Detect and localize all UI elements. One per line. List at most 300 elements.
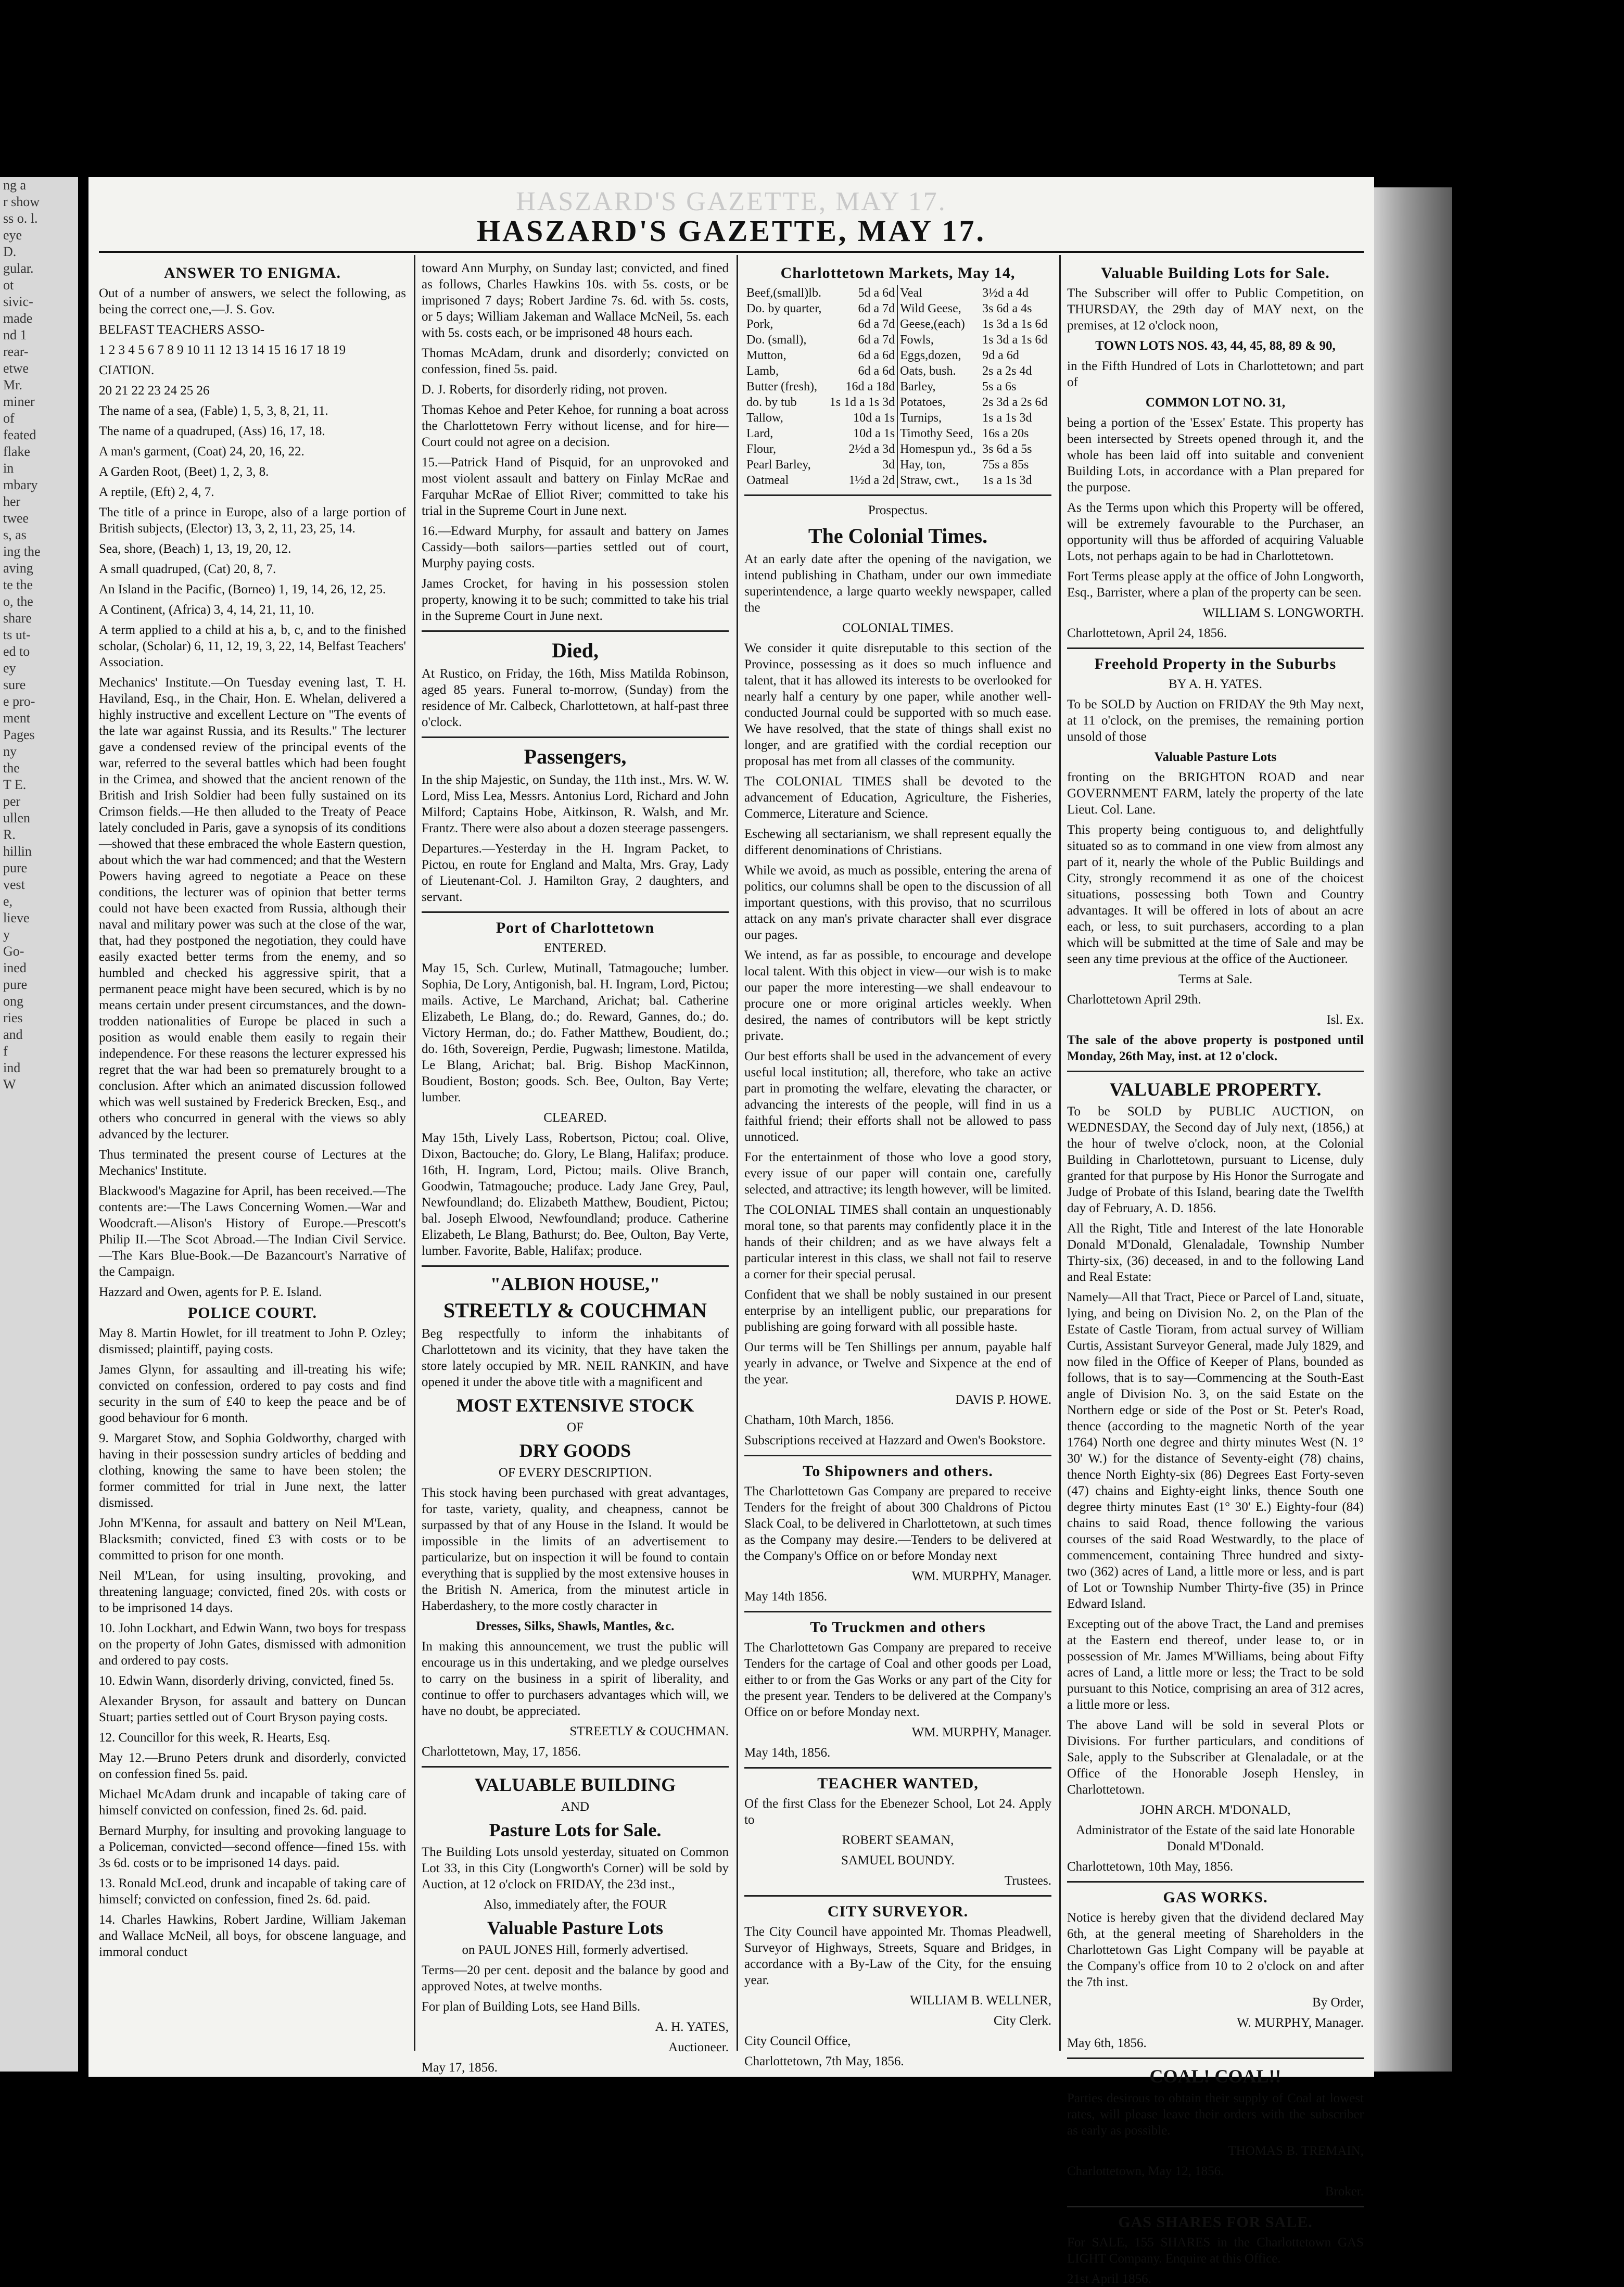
of-label: OF <box>567 1420 583 1434</box>
paragraph: 13. Ronald McLeod, drunk and incapable of taking care of himself; convicted on confession, fined 2s. 6d. paid. <box>99 1876 406 1907</box>
market-price: 6d a 7d <box>826 332 897 348</box>
valuable-property-title: VALUABLE PROPERTY. <box>1109 1079 1322 1100</box>
paragraph: May 12.—Bruno Peters drunk and disorderly, convicted on confession fined 5s. paid. <box>99 1751 406 1781</box>
divider <box>744 1611 1051 1612</box>
fragment-line: ey <box>3 660 16 676</box>
fragment-line: R. <box>3 827 16 842</box>
cleared-label: CLEARED. <box>543 1111 607 1125</box>
surveyor-heading: CITY SURVEYOR. <box>827 1903 969 1920</box>
market-item: Flour, <box>746 442 777 456</box>
fragment-line: f <box>3 1044 8 1059</box>
administrator: Administrator of the Estate of the said late Honorable Donald M'Donald. <box>1076 1823 1355 1853</box>
died-notice: At Rustico, on Friday, the 16th, Miss Matilda Robinson, aged 85 years. Funeral to-morrow, (Sunday) from the residence of Mr. Calbeck, Charlottetown, at half-past three o'clock. <box>422 667 729 729</box>
markets-table <box>744 285 1051 488</box>
fragment-line: ries <box>3 1010 23 1025</box>
market-item: Fowls, <box>900 333 934 347</box>
colonial-p3: The COLONIAL TIMES shall be devoted to the advancement of Education, Agriculture, the Fisheries, Commerce, Literature and Science. <box>744 774 1051 821</box>
valuable-terms: Terms—20 per cent. deposit and the balance by good and approved Notes, at twelve months. <box>422 1963 729 1993</box>
market-item: Do. (small), <box>746 333 807 347</box>
blackwood-agents: Hazzard and Owen, agents for P. E. Island. <box>99 1285 322 1299</box>
paragraph: 15.—Patrick Hand of Pisquid, for an unprovoked and most violent assault and battery on Finlay McRae and Farquhar McRae of Elliot River; committed to take his trial in the Supreme Court in June next. <box>422 455 729 518</box>
property-body2: All the Right, Title and Interest of the late Honorable Donald M'Donald, Glenaladale, Township Number Thirty-six, (36) deceased, in and to the following Land and Real Estate: <box>1067 1222 1364 1284</box>
market-price: 2s a 2s 4d <box>982 364 1032 378</box>
terms-sale: Terms at Sale. <box>1178 972 1252 986</box>
paragraph: A Garden Root, (Beet) 1, 2, 3, 8. <box>99 465 269 479</box>
page-edge <box>1374 187 1452 2072</box>
market-item: Eggs,dozen, <box>900 349 961 362</box>
masthead-rule <box>99 251 1364 253</box>
paragraph: CIATION. <box>99 363 155 377</box>
and-label: AND <box>561 1800 590 1814</box>
common-lot: COMMON LOT NO. 31, <box>1145 396 1286 410</box>
fragment-line: miner <box>3 394 35 409</box>
colonial-p6: We intend, as far as possible, to encourage and develope local talent. With this object in view—our wish is to make our paper the more interesting—we shall endeavour to procure one or more original articles weekly. When desired, the names of contributors will be kept strictly private. <box>744 948 1051 1043</box>
market-row <box>744 379 1051 395</box>
albion-date: Charlottetown, May, 17, 1856. <box>422 1745 581 1759</box>
adjacent-page-fragment <box>0 177 78 2072</box>
dry-goods: DRY GOODS <box>519 1440 631 1461</box>
paragraph: BELFAST TEACHERS ASSO- <box>99 323 265 337</box>
albion-signature: STREETLY & COUCHMAN. <box>569 1724 729 1738</box>
fragment-line: vest <box>3 877 25 892</box>
paragraph: 10. John Lockhart, and Edwin Wann, two boys for trespass on the property of John Gates, dismissed with admonition and ordered to pay costs. <box>99 1621 406 1668</box>
market-item: Hay, ton, <box>900 458 946 472</box>
blackwood-notice: Blackwood's Magazine for April, has been received.—The contents are:—The Laws Concerning Women.—War and Woodcraft.—Alison's History of Europe.—Prescott's Philip II.—The Scot Abroad.—The Indian Civil Service.—The Kars Blue-Book.—De Bazancourt's Narrative of the Campaign. <box>99 1184 406 1279</box>
fragment-line: of <box>3 411 15 426</box>
paragraph: The name of a sea, (Fable) 1, 5, 3, 8, 21, 11. <box>99 404 328 418</box>
market-row <box>744 348 1051 363</box>
prospectus-label: Prospectus. <box>868 503 928 517</box>
divider <box>744 1895 1051 1897</box>
lots-body: The Subscriber will offer to Public Competition, on THURSDAY, the 29th day of MAY next, on the premises, at 12 o'clock noon, <box>1067 286 1364 333</box>
market-item: Pearl Barley, <box>746 458 811 472</box>
market-row <box>744 301 1051 316</box>
market-item: Turnips, <box>900 411 942 425</box>
shares-body: For SALE, 155 SHARES in the Charlottetown GAS LIGHT Company. Enquire at this Office. <box>1067 2235 1364 2266</box>
market-price: 5d a 6d <box>826 285 897 301</box>
passengers-heading: Passengers, <box>524 745 627 768</box>
fragment-line: ny <box>3 744 17 759</box>
truckmen-date: May 14th, 1856. <box>744 1746 831 1760</box>
broker: Broker. <box>1325 2184 1364 2199</box>
divider <box>744 1455 1051 1456</box>
shares-date: 21st April 1856. <box>1067 2272 1151 2286</box>
market-item: Potatoes, <box>900 396 946 409</box>
paragraph: Thomas Kehoe and Peter Kehoe, for running a boat across the Charlottetown Ferry without license, and for hire—Court could not agree on a decision. <box>422 403 729 449</box>
colonial-p5: While we avoid, as much as possible, entering the arena of politics, our columns shall be open to the discussion of all important questions, with this proviso, that no scurrilous attack on any man's private character shall ever disgrace our pages. <box>744 863 1051 942</box>
institute-article: Mechanics' Institute.—On Tuesday evening last, T. H. Haviland, Esq., in the Chair, Hon. E. Whelan, delivered a highly instructive and excellent Lecture on "The events of the late war against Russia, and its Results." The lecturer gave a condensed review of the principal events of the war, referred to the several battles which had been fought in the Crimea, and showed that the ancient renown of the British and Irish Soldier had been fully sustained on its Crimson fields.—He then alluded to the Treaty of Peace lately concluded in Paris, gave a synopsis of its conditions—showed that these embraced the whole Eastern question, about which the war had commenced; and that the Western Powers having agreed to negotiate a Peace on these conditions, the lecturer was of opinion that better terms could not have been exacted from Russia, although their naval and military power was such at the close of the war, that, had they postponed the negotiation, they could have easily exacted better terms from the enemy, and so humbled and checked his aggressive spirit, that a permanent peace might have been secured, which is by no means certain under present circumstances, and the down-trodden nationalities of Europe be placed in such a position as would enable them easily to regain their independence. For these reasons the lecturer expressed his regret that the war had been so prematurely brought to a conclusion. After which an animated discussion followed which was well sustained by Frederick Brecken, Esq., and others who concurred in general with the views so ably advanced by the lecturer. <box>99 676 406 1141</box>
valuable-date: May 17, 1856. <box>422 2061 498 2075</box>
colonial-p11: Our terms will be Ten Shillings per annum, payable half yearly in advance, or Twelve and Sixpence at the end of the year. <box>744 1340 1051 1387</box>
lots-body3: As the Terms upon which this Property will be offered, will be extremely favourable to the Purchaser, an opportunity will thus be afforded of acquiring Valuable Lots, not perhaps again to be had in Charlottetown. <box>1067 501 1364 563</box>
page-masthead: HASZARD'S GAZETTE, MAY 17. <box>477 214 986 248</box>
property-body4: Excepting out of the above Tract, the Land and premises at the Eastern end thereof, under lease to, or in possession of Mr. James M'Williams, being about Fifty acres of Land, a little more or less; the Tract to be sold pursuant to this Notice, comprising an area of 312 acres, a little more or less. <box>1067 1617 1364 1712</box>
fragment-line: rear- <box>3 344 29 359</box>
paragraph: A man's garment, (Coat) 24, 20, 16, 22. <box>99 444 304 459</box>
teacher-heading: TEACHER WANTED, <box>817 1775 979 1792</box>
paragraph: 16.—Edward Murphy, for assault and battery on James Cassidy—both sailors—parties settled out of court, Murphy paying costs. <box>422 524 729 570</box>
paragraph: May 8. Martin Howlet, for ill treatment to John P. Ozley; dismissed; plaintiff, paying costs. <box>99 1326 406 1356</box>
divider <box>422 630 729 632</box>
market-price: 2s 3d a 2s 6d <box>982 396 1048 409</box>
truckmen-heading: To Truckmen and others <box>810 1619 986 1636</box>
market-item: Timothy Seed, <box>900 427 973 440</box>
market-item: Geese,(each) <box>900 317 965 331</box>
column-2 <box>422 260 729 2075</box>
market-price: 5s a 6s <box>982 380 1017 393</box>
paragraph: Sea, shore, (Beach) 1, 13, 19, 20, 12. <box>99 542 291 556</box>
fragment-line: ind <box>3 1060 21 1075</box>
city-clerk: City Clerk. <box>993 2014 1051 2028</box>
market-price: 75s a 85s <box>982 458 1029 472</box>
coal-title: COAL! COAL!! <box>1149 2066 1282 2087</box>
albion-stock: This stock having been purchased with great advantages, for taste, variety, quality, and cheapness, cannot be surpassed by that of any House in the Island. It would be impossible in the limits of an advertisement to particularize, but on inspection it will be found to contain everything that is supplied by the most extensive houses in the British N. America, from the minutest article in Haberdashery, to the more costly character in <box>422 1486 729 1613</box>
newspaper-page <box>88 177 1374 2286</box>
divider <box>1067 647 1364 649</box>
fragment-line: and <box>3 1027 23 1042</box>
market-row <box>744 285 1051 301</box>
paragraph: Michael McAdam drunk and incapable of taking care of himself convicted on confession, fined 2s. 6d. paid. <box>99 1787 406 1818</box>
column-rule <box>737 255 738 2051</box>
howe-signature: DAVIS P. HOWE. <box>955 1393 1051 1407</box>
fragment-line: gular. <box>3 261 34 276</box>
market-price: 1s a 1s 3d <box>982 411 1032 425</box>
fragment-line: pure <box>3 977 28 992</box>
port-heading: Port of Charlottetown <box>496 919 655 936</box>
paragraph: 10. Edwin Wann, disorderly driving, convicted, fined 5s. <box>99 1674 394 1688</box>
albion-house-title: "ALBION HOUSE," <box>490 1274 661 1294</box>
hundred: in the Fifth Hundred of Lots in Charlottetown; and part of <box>1067 359 1364 389</box>
fragment-line: in <box>3 461 14 476</box>
fragment-line: ong <box>3 994 23 1009</box>
market-price: 2½d a 3d <box>826 441 897 457</box>
most-extensive-stock: MOST EXTENSIVE STOCK <box>456 1395 694 1416</box>
longworth-signature: WILLIAM S. LONGWORTH. <box>1202 606 1364 620</box>
fragment-line: ss o. l. <box>3 211 38 226</box>
by-yates: BY A. H. YATES. <box>1168 677 1263 691</box>
murphy-signature: W. MURPHY, Manager. <box>1237 2016 1364 2030</box>
auctioneer: Auctioneer. <box>668 2040 729 2054</box>
police-court-heading: POLICE COURT. <box>187 1304 318 1322</box>
colonial-p4: Eschewing all sectarianism, we shall represent equally the different denominations of Christians. <box>744 827 1051 857</box>
market-row <box>744 363 1051 379</box>
enigma-intro: Out of a number of answers, we select the following, as being the correct one,—J. S. Gov. <box>99 286 406 316</box>
column-3 <box>744 260 1051 2068</box>
market-item: Oats, bush. <box>900 364 956 378</box>
paragraph: Neil M'Lean, for using insulting, provoking, and threatening language; convicted, fined 20s. with costs or to be imprisoned 14 days. <box>99 1569 406 1615</box>
market-row <box>744 395 1051 410</box>
divider <box>1067 2057 1364 2059</box>
departures: Departures.—Yesterday in the H. Ingram Packet, to Pictou, en route for England and Malta, Mrs. Gray, Lady of Lieutenant-Col. J. Hamilton Gray, 2 daughters, and servant. <box>422 842 729 904</box>
market-item: Lamb, <box>746 364 779 378</box>
fragment-line: e pro- <box>3 694 35 709</box>
market-price: 1s 3d a 1s 6d <box>982 317 1048 331</box>
market-price: 16d a 18d <box>826 379 897 395</box>
fronting: fronting on the BRIGHTON ROAD and near GOVERNMENT FARM, lately the property of the late Lieut. Col. Lane. <box>1067 770 1364 817</box>
by-order: By Order, <box>1312 1996 1364 2010</box>
fragment-line: s, as <box>3 527 27 542</box>
valuable-building-title: VALUABLE BUILDING <box>474 1774 676 1795</box>
passengers-list: In the ship Majestic, on Sunday, the 11th inst., Mrs. W. W. Lord, Miss Lea, Messrs. Antonius Lord, Richard and John Milford; Captains Hobe, Aitkinson, R. Walsh, and Mr. Frantz. There were also about a dozen steerage passengers. <box>422 773 729 835</box>
freehold-body: To be SOLD by Auction on FRIDAY the 9th May next, at 11 o'clock, on the premises, the remaining portion unsold of those <box>1067 697 1364 744</box>
market-item: Wild Geese, <box>900 302 961 315</box>
fragment-line: te the <box>3 577 33 592</box>
market-row <box>744 457 1051 473</box>
fragment-line: mbary <box>3 477 38 492</box>
paragraph: An Island in the Pacific, (Borneo) 1, 19, 14, 26, 12, 25. <box>99 582 386 596</box>
tremain-signature: THOMAS B. TREMAIN, <box>1228 2144 1364 2158</box>
also-line: Also, immediately after, the FOUR <box>484 1898 667 1912</box>
paragraph: A small quadruped, (Cat) 20, 8, 7. <box>99 562 276 576</box>
colonial-p9: The COLONIAL TIMES shall contain an unquestionably moral tone, so that parents may confidently place it in the hands of their children; and as we have always felt a particular interest in this class, we shall not fail to reserve a corner for their special perusal. <box>744 1203 1051 1281</box>
market-price: 10d a 1s <box>826 426 897 441</box>
town-lots: TOWN LOTS NOS. 43, 44, 45, 88, 89 & 90, <box>1095 339 1336 353</box>
postponed-notice: The sale of the above property is postponed until Monday, 26th May, inst. at 12 o'clock. <box>1067 1033 1364 1063</box>
market-item: Straw, cwt., <box>900 474 959 487</box>
council-office: City Council Office, <box>744 2034 851 2048</box>
fragment-line: sivic- <box>3 294 33 309</box>
albion-close: In making this announcement, we trust the public will encourage us in this undertaking, and we pledge ourselves to carry on the business in a spirit of liberality, and continue to offer to purchasers advantages which will, we have no doubt, be appreciated. <box>422 1640 729 1718</box>
enigma-lines <box>99 322 406 670</box>
fragment-line: ng a <box>3 177 27 193</box>
fragment-line: W <box>3 1077 16 1092</box>
market-price: 9d a 6d <box>982 349 1019 362</box>
yates-signature: A. H. YATES, <box>655 2020 729 2034</box>
mcdonald-signature: JOHN ARCH. M'DONALD, <box>1140 1803 1291 1817</box>
market-item: Barley, <box>900 380 936 393</box>
column-rule <box>414 255 415 2051</box>
boundy: SAMUEL BOUNDY. <box>841 1853 955 1867</box>
murphy-signature: WM. MURPHY, Manager. <box>911 1569 1051 1583</box>
fragment-line: y <box>3 927 10 942</box>
isl-ex: Isl. Ex. <box>1326 1013 1364 1027</box>
colonial-p7: Our best efforts shall be used in the advancement of every useful local institution; all, therefore, who take an active part in promoting the welfare, elevating the character, or advancing the interests of the people, will find in us a faithful friend; their efforts shall not be allowed to pass unnoticed. <box>744 1049 1051 1144</box>
colonial-p2: We consider it quite disreputable to this section of the Province, possessing as it does so much influence and talent, that it has allowed its interests to be overlooked for nearly half a century by one paper, while another well-conducted Journal could be supported with so much ease. We have resolved, that the state of things shall exist no longer, and are gratified with the cordial reception our proposal has met from all classes of the community. <box>744 641 1051 768</box>
fragment-line: e, <box>3 894 13 909</box>
pasture-lots: Valuable Pasture Lots <box>1154 750 1277 764</box>
paragraph: The title of a prince in Europe, also of a large portion of British subjects, (Elector) 13, 3, 2, 11, 23, 25, 14. <box>99 505 406 536</box>
colonial-p10: Confident that we shall be nobly sustained in our present enterprise by an intelligent public, our preparations for publishing are going forward with all possible haste. <box>744 1288 1051 1334</box>
market-row <box>744 316 1051 332</box>
market-price: 10d a 1s <box>826 410 897 426</box>
market-row <box>744 473 1051 488</box>
fragment-line: lieve <box>3 910 30 925</box>
fragment-line: Go- <box>3 944 24 959</box>
freehold-date: Charlottetown April 29th. <box>1067 993 1201 1007</box>
fragment-line: ined <box>3 960 27 975</box>
fragment-line: twee <box>3 511 29 526</box>
market-price: 1s 3d a 1s 6d <box>982 333 1048 347</box>
market-item: Pork, <box>746 317 773 331</box>
fragment-line: aving <box>3 561 33 576</box>
cleared-list: May 15th, Lively Lass, Robertson, Pictou; coal. Olive, Dixon, Bactouche; do. Glory, Le Blang, Halifax; produce. 16th, H. Ingram, Lord, Pictou; mails. Olive Branch, Goodwin, Tatmagouche; produce. Lady Jane Grey, Paul, Newfoundland; do. Elizabeth Matthew, Boudient, Pictou; bal. Joseph Elwood, Newfoundland; produce. Catherine Elizabeth, Le Blang, Bathurst; do. Bee, Oulton, Bay Verte, lumber. Favorite, Bable, Halifax; produce. <box>422 1131 729 1258</box>
market-item: Homespun yd., <box>900 442 976 456</box>
divider <box>1067 2206 1364 2207</box>
market-row <box>744 332 1051 348</box>
paragraph: A Continent, (Africa) 3, 4, 14, 21, 11, 10. <box>99 603 314 617</box>
fragment-line: r show <box>3 194 40 209</box>
paragraph: 12. Councillor for this week, R. Hearts, Esq. <box>99 1731 331 1745</box>
valuable-body: The Building Lots unsold yesterday, situated on Common Lot 33, in this City (Longworth's Corner) will be sold by Auction, at 12 o'clock on FRIDAY, the 23d inst., <box>422 1845 729 1891</box>
paragraph: James Glynn, for assaulting and ill-treating his wife; convicted on confession, ordered to pay costs and find security in the sum of £40 to keep the peace and be of good behaviour for 6 month. <box>99 1363 406 1425</box>
shipowners-body: The Charlottetown Gas Company are prepared to receive Tenders for the freight of about 300 Chaldrons of Pictou Slack Coal, to be delivered in Charlottetown, at such times as the Company may desire.—Tenders to be delivered at the Company's Office on or before Monday next <box>744 1484 1051 1563</box>
market-price: 1½d a 2d <box>826 473 897 488</box>
market-item: Veal <box>900 286 922 300</box>
gas-works-heading: GAS WORKS. <box>1163 1889 1268 1906</box>
pasture-lots-subtitle: Valuable Pasture Lots <box>487 1917 664 1938</box>
market-item: Tallow, <box>746 411 783 425</box>
divider <box>422 1766 729 1768</box>
murphy-signature: WM. MURPHY, Manager. <box>911 1725 1051 1739</box>
fragment-line: nd 1 <box>3 327 27 342</box>
paul-jones: on PAUL JONES Hill, formerly advertised. <box>462 1943 689 1957</box>
paragraph: 20 21 22 23 24 25 26 <box>99 384 210 398</box>
teacher-body: Of the first Class for the Ebenezer School, Lot 24. Apply to <box>744 1797 1051 1827</box>
market-price: 6d a 6d <box>826 348 897 363</box>
fragment-line: feated <box>3 427 36 442</box>
market-price: 3s 6d a 5s <box>982 442 1032 456</box>
divider <box>744 1767 1051 1769</box>
colonial-p8: For the entertainment of those who love a good story, every issue of our paper will contain one, carefully selected, and attractive; its length however, will be limited. <box>744 1150 1051 1197</box>
freehold-body2: This property being contiguous to, and delightfully situated so as to command in one view from almost any part of it, nearly the whole of the Public Buildings and City, strongly recommend it as one of the choicest situations, possessing both Town and Country advantages. It will be offered in lots of about an acre each, or less, to suit purchasers, according to a plan which will be submitted at the time of Sale and may be seen any time previous at the office of the Auctioneer. <box>1067 823 1364 966</box>
dresses-line: Dresses, Silks, Shawls, Mantles, &c. <box>476 1619 675 1633</box>
fragment-line: made <box>3 311 33 326</box>
fragment-line: Pages <box>3 727 35 742</box>
market-price: 16s a 20s <box>982 427 1029 440</box>
property-body3: Namely—All that Tract, Piece or Parcel of Land, situate, lying, and being on Division No. 2, on the Plan of the Estate of Castle Tioram, from actual survey of William Curtis, Assistant Surveyor General, made July 1829, and now filed in the Office of Keeper of Plans, bounded as follows, that is to say—Commencing at the South-East angle of Division No. 3, on the said Estate on the Northern edge or side of the Post or St. Peter's Road, thence (according to the magnetic North of the year 1764) North one degree and thirty minutes West (N. 1° 30' W.) for the distance of Seventy-eight (78) chains, thence North Eighty-six (86) Degrees East Forty-seven (47) chains and Eighty-eight links, thence South one degree thirty minutes East (1° 30' E.) Eighty-four (84) chains to said Road, thence following the various courses of the said Road Westwardly, to the place of commencement, containing Three hundred and sixty-two (362) acres of Land, a little more or less, and is part of Lot or Township Number Thirty-five (35) in Prince Edward Island. <box>1067 1290 1364 1611</box>
paragraph: D. J. Roberts, for disorderly riding, not proven. <box>422 383 668 397</box>
market-row <box>744 441 1051 457</box>
market-price: 1s 1d a 1s 3d <box>826 395 897 410</box>
chatham-date: Chatham, 10th March, 1856. <box>744 1413 894 1427</box>
column-4 <box>1067 260 1364 2286</box>
fragment-line: ot <box>3 277 14 293</box>
fragment-line: per <box>3 794 21 809</box>
enigma-heading: ANSWER TO ENIGMA. <box>163 264 341 282</box>
market-item: Beef,(small)lb. <box>746 286 821 300</box>
paragraph: Alexander Bryson, for assault and battery on Duncan Stuart; parties settled out of Court Bryson paying costs. <box>99 1694 406 1724</box>
bleed-through-header: HASZARD'S GAZETTE, MAY 17. <box>516 187 947 217</box>
fragment-line: her <box>3 494 21 509</box>
truckmen-body: The Charlottetown Gas Company are prepared to receive Tenders for the cartage of Coal and other goods per Load, either to or from the Gas Works or any part of the City for the present year. Tenders to be delivered at the Company's Office on or before Monday next. <box>744 1641 1051 1719</box>
market-price: 6d a 7d <box>826 301 897 316</box>
every-description: OF EVERY DESCRIPTION. <box>498 1466 652 1480</box>
paragraph: Bernard Murphy, for insulting and provoking language to a Policeman, convicted—second offence—fined 15s. with 3s 6d. costs or to be imprisoned 14 days. paid. <box>99 1824 406 1870</box>
shipowners-heading: To Shipowners and others. <box>803 1463 993 1480</box>
colonial-times-title: The Colonial Times. <box>808 524 988 548</box>
fragment-line: flake <box>3 444 30 459</box>
market-price: 3s 6d a 4s <box>982 302 1032 315</box>
paragraph: 9. Margaret Stow, and Sophia Goldworthy, charged with having in their possession sundry articles of bedding and clothing, knowing the same to have been stolen; the former committed for trial in June next, the latter dismissed. <box>99 1431 406 1510</box>
pasture-lots-title: Pasture Lots for Sale. <box>489 1820 662 1840</box>
fragment-line: ts ut- <box>3 627 31 642</box>
gas-date: May 6th, 1856. <box>1067 2036 1147 2050</box>
surveyor-body: The City Council have appointed Mr. Thomas Pleadwell, Surveyor of Highways, Streets, Square and Bridges, in accordance with a By-Law of the City, for the ensuing year. <box>744 1925 1051 1987</box>
paragraph: 14. Charles Hawkins, Robert Jardine, William Jakeman and Wallace McNeil, all boys, for obscene language, and immoral conduct <box>99 1913 406 1959</box>
market-price: 6d a 7d <box>826 316 897 332</box>
colonial-p1: At an early date after the opening of the navigation, we intend publishing in Chatham, under our own immediate superintendence, a large quarto weekly newspaper, called the <box>744 552 1051 615</box>
market-price: 1s a 1s 3d <box>982 474 1032 487</box>
paragraph: Thomas McAdam, drunk and disorderly; convicted on confession, fined 5s. paid. <box>422 346 729 376</box>
valuable-plan: For plan of Building Lots, see Hand Bills. <box>422 2000 641 2014</box>
paragraph: The name of a quadruped, (Ass) 16, 17, 18. <box>99 424 325 438</box>
police-court-continued <box>422 260 729 624</box>
market-item: Oatmeal <box>746 474 789 487</box>
council-date: Charlottetown, 7th May, 1856. <box>744 2054 904 2068</box>
market-row <box>744 410 1051 426</box>
institute-close: Thus terminated the present course of Lectures at the Mechanics' Institute. <box>99 1148 406 1178</box>
paragraph: A term applied to a child at his a, b, c, and to the finished scholar, (Scholar) 6, 11, 12, 19, 3, 22, 14, Belfast Teachers' Association. <box>99 623 406 669</box>
column-1 <box>99 260 406 2051</box>
gas-shares-heading: GAS SHARES FOR SALE. <box>1118 2214 1313 2231</box>
market-item: do. by tub <box>746 396 797 409</box>
market-price: 6d a 6d <box>826 363 897 379</box>
fragment-line: Mr. <box>3 377 22 392</box>
trustees: Trustees. <box>1004 1874 1051 1888</box>
fragment-line: sure <box>3 677 26 692</box>
property-body5: The above Land will be sold in several Plots or Divisions. For further particulars, and conditions of Sale, apply to the Subscriber at Glenaladale, or at the Office of the Honorable Joseph Hensley, in Charlottetown. <box>1067 1718 1364 1797</box>
entered-list: May 15, Sch. Curlew, Mutinall, Tatmagouche; lumber. Sophia, De Lory, Antigonish, bal. H. Ingram, Lord, Pictou; mails. Active, Le Marchand, Arichat; bal. Catherine Elizabeth, Le Blang, do.; do. Reward, Gannes, do.; do. Victory Herman, do.; do. Father Matthew, Boudient, do.; do. 16th, Sovereign, Perdie, Pugwash; limestone. Matilda, Le Blang, Arichat; bal. Brig. Bishop MacKinnon, Boudient, Boston; goods. Sch. Bee, Oulton, Bay Verte; lumber. <box>422 961 729 1104</box>
fragment-line: eye <box>3 227 22 243</box>
market-item: Do. by quarter, <box>746 302 822 315</box>
market-item: Lard, <box>746 427 773 440</box>
paragraph: John M'Kenna, for assault and battery on Neil M'Lean, Blacksmith; convicted, fined £3 with costs or to be committed to prison for one month. <box>99 1516 406 1562</box>
lots-body2: being a portion of the 'Essex' Estate. This property has been intersected by Streets opened through it, and the whole has been laid off into suitable and convenient Building Lots, in accordance with a Plan prepared for the purpose. <box>1067 416 1364 494</box>
fragment-line: ment <box>3 710 30 726</box>
market-row <box>744 426 1051 441</box>
colonial-name: COLONIAL TIMES. <box>842 621 954 635</box>
subscriptions: Subscriptions received at Hazzard and Owen's Bookstore. <box>744 1433 1046 1447</box>
fragment-line: pure <box>3 860 28 875</box>
seaman: ROBERT SEAMAN, <box>842 1833 954 1847</box>
coal-body: Parties desirous to obtain their supply of Coal at lowest rates, will please leave their orders with the subscriber as early as possible. <box>1067 2091 1364 2138</box>
albion-body: Beg respectfully to inform the inhabitants of Charlottetown and its vicinity, that they have taken the store lately occupied by MR. NEIL RANKIN, and have opened it under the above title with a magnificent and <box>422 1327 729 1389</box>
entered-label: ENTERED. <box>543 941 607 955</box>
streetly-couchman: STREETLY & COUCHMAN <box>443 1299 707 1322</box>
column-rule <box>1059 255 1061 2051</box>
market-item: Mutton, <box>746 349 786 362</box>
divider <box>744 494 1051 496</box>
paragraph: 1 2 3 4 5 6 7 8 9 10 11 12 13 14 15 16 17 18 19 <box>99 343 346 357</box>
paragraph: toward Ann Murphy, on Sunday last; convicted, and fined as follows, Charles Hawkins 10s. with 5s. costs, or be imprisoned 7 days; Robert Jardine 7s. 6d. with 5s. costs, or 5 days; William Jakeman and Wallace McNeil, 5s. each with 5s. costs each, or be imprisoned 48 hours each. <box>422 261 729 340</box>
fragment-line: the <box>3 760 20 776</box>
fragment-line: ullen <box>3 810 30 825</box>
lots-body4: Fort Terms please apply at the office of John Longworth, Esq., Barrister, where a plan of the property can be seen. <box>1067 569 1364 600</box>
fragment-line: ed to <box>3 644 30 659</box>
police-court-entries <box>99 1325 406 1960</box>
divider <box>422 911 729 913</box>
wellner-signature: WILLIAM B. WELLNER, <box>910 1993 1051 2008</box>
fragment-line: ing the <box>3 544 41 559</box>
shipowners-date: May 14th 1856. <box>744 1590 828 1604</box>
property-body: To be SOLD by PUBLIC AUCTION, on WEDNESDAY, the Second day of July next, (1856,) at the hour of twelve o'clock, noon, at the Colonial Building in Charlottetown, pursuant to License, duly granted for that purpose by His Honor the Surrogate and Judge of Probate of this Island, bearing date the Twelfth day of February, A. D. 1856. <box>1067 1104 1364 1215</box>
died-heading: Died, <box>552 639 599 662</box>
building-lots-heading: Valuable Building Lots for Sale. <box>1101 264 1330 282</box>
gas-body: Notice is hereby given that the dividend declared May 6th, at the general meeting of Shareholders in the Charlottetown Gas Light Company will be payable at the Company's office from 10 to 2 o'clock on and after the 7th inst. <box>1067 1911 1364 1989</box>
fragment-line: T E. <box>3 777 27 792</box>
market-price: 3d <box>826 457 897 473</box>
market-item: Butter (fresh), <box>746 380 817 393</box>
lots-date: Charlottetown, April 24, 1856. <box>1067 626 1227 640</box>
fragment-line: hillin <box>3 844 32 859</box>
fragment-line: o, the <box>3 594 33 609</box>
paragraph: A reptile, (Eft) 2, 4, 7. <box>99 485 214 499</box>
freehold-heading: Freehold Property in the Suburbs <box>1094 655 1337 672</box>
market-price: 3½d a 4d <box>982 286 1029 300</box>
divider <box>1067 1071 1364 1072</box>
fragment-line: D. <box>3 244 17 259</box>
divider <box>422 736 729 738</box>
